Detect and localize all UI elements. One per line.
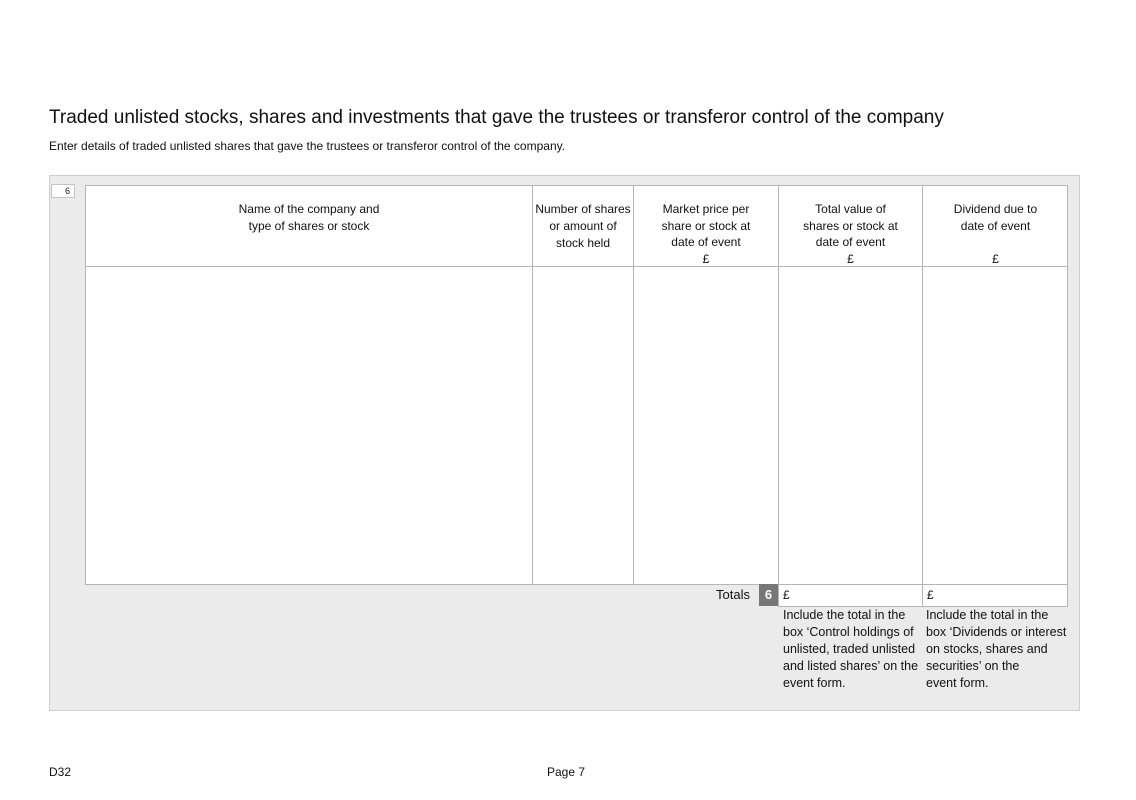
totals-box-number: 6 (759, 584, 778, 606)
currency-symbol: £ (783, 588, 790, 602)
note-line: event form. (926, 676, 989, 690)
total-value-field[interactable] (778, 584, 923, 607)
currency-symbol: £ (847, 251, 854, 266)
note-line: and listed shares’ on the (783, 659, 919, 673)
header-line: or amount of (549, 219, 617, 233)
company-name-entry[interactable] (86, 267, 532, 584)
note-line: unlisted, traded unlisted (783, 642, 916, 656)
total-value-note (783, 607, 923, 692)
form-code: D32 (49, 765, 72, 779)
header-line: date of event (960, 218, 1031, 233)
header-line: stock held (555, 236, 611, 250)
header-line: Total value of (815, 202, 886, 216)
column-header-market-price (634, 201, 778, 267)
currency-symbol: £ (927, 588, 934, 602)
header-line: date of event (815, 235, 886, 249)
header-line: Market price per (662, 202, 750, 216)
note-line: on stocks, shares and (926, 642, 1048, 656)
total-value-entry[interactable] (779, 267, 922, 584)
number-of-shares-entry[interactable] (533, 267, 633, 584)
header-line: Dividend due to (953, 202, 1038, 216)
note-line: box ‘Control holdings of (783, 625, 914, 639)
note-line: Include the total in the (783, 608, 906, 622)
header-line: Name of the company and (238, 202, 380, 216)
column-header-company-name (86, 201, 532, 235)
totals-label: Totals (716, 587, 750, 602)
header-line: Number of shares (535, 202, 631, 216)
header-spacer (923, 234, 1068, 251)
dividend-entry[interactable] (923, 267, 1068, 584)
column-header-number-of-shares (533, 201, 633, 252)
header-line: type of shares or stock (248, 219, 370, 233)
dividend-total-field[interactable] (922, 584, 1068, 607)
currency-symbol: £ (992, 251, 999, 266)
header-line: share or stock at (661, 218, 751, 233)
currency-symbol: £ (702, 251, 710, 266)
section-instruction: Enter details of traded unlisted shares that gave the trustees or transferor control of the company. (49, 139, 566, 153)
market-price-entry[interactable] (634, 267, 778, 584)
page-number: Page 7 (547, 765, 586, 779)
note-line: event form. (783, 676, 846, 690)
holdings-table (85, 185, 1068, 585)
box-number: 6 (51, 184, 75, 198)
note-line: Include the total in the (926, 608, 1049, 622)
dividend-note (926, 607, 1066, 692)
note-line: securities’ on the (926, 659, 1020, 673)
column-header-total-value (779, 201, 922, 267)
header-line: date of event (671, 235, 741, 249)
section-title: Traded unlisted stocks, shares and investments that gave the trustees or transferor control of the company (49, 107, 944, 128)
column-header-dividend (923, 201, 1068, 267)
note-line: box ‘Dividends or interest (926, 625, 1067, 639)
header-line: shares or stock at (803, 218, 898, 233)
